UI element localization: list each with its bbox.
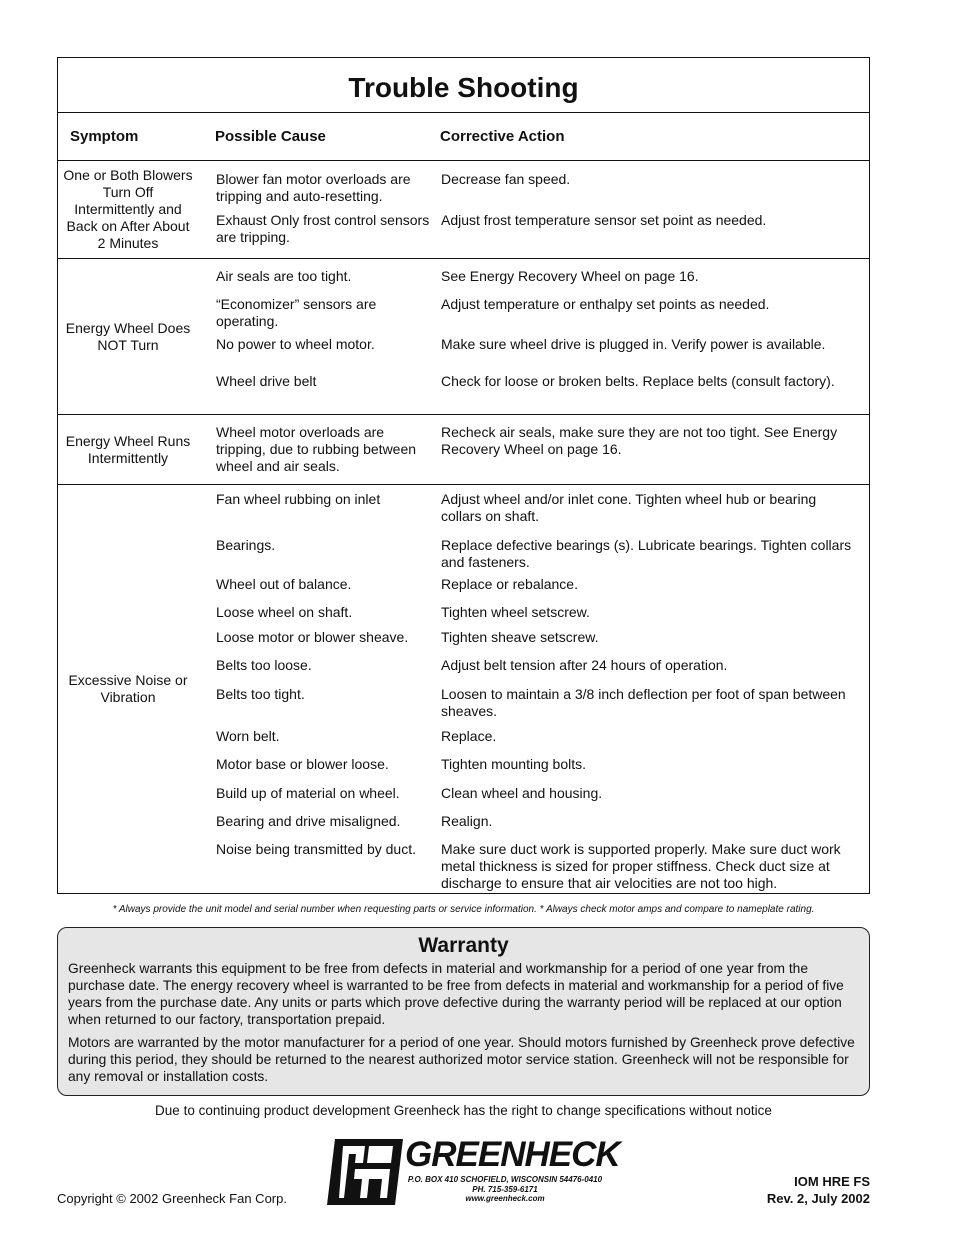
cause-action-list (198, 259, 869, 414)
cause-cell: Wheel drive belt (216, 373, 317, 389)
address-line: P.O. BOX 410 SCHOFIELD, WISCONSIN 54476-0410 (407, 1175, 603, 1184)
table-header-row (58, 113, 869, 161)
table-row (216, 171, 869, 204)
cause-cell: Noise being transmitted by duct. (216, 841, 416, 857)
cause-cell: Belts too tight. (216, 686, 305, 702)
cause-cell: Worn belt. (216, 728, 280, 744)
document-id (767, 1173, 870, 1207)
cause-cell: Belts too loose. (216, 657, 312, 673)
troubleshooting-table (57, 57, 870, 894)
table-row (216, 728, 869, 750)
symptom-group (58, 485, 869, 893)
cause-action-list (198, 485, 869, 893)
cause-cell: Air seals are too tight. (216, 268, 352, 284)
table-row (216, 212, 869, 246)
header-symptom: Symptom (70, 128, 139, 145)
table-row (216, 576, 869, 598)
symptom-cell: Excessive Noise or Vibration (68, 672, 188, 705)
specification-notice: Due to continuing product development Greenheck has the right to change specifications without notice (155, 1103, 772, 1118)
action-cell: See Energy Recovery Wheel on page 16. (441, 268, 699, 284)
website-line: www.greenheck.com (465, 1194, 545, 1203)
action-cell: Make sure wheel drive is plugged in. Verify power is available. (441, 336, 826, 352)
header-cause: Possible Cause (215, 128, 326, 145)
table-row (216, 268, 869, 290)
symptom-cell: One or Both Blowers Turn Off Intermittently and Back on After About 2 Minutes (63, 167, 193, 251)
cause-cell: Exhaust Only frost control sensors are tripping. (216, 212, 430, 245)
warranty-box (57, 927, 870, 1096)
action-cell: Realign. (441, 813, 493, 829)
action-cell: Loosen to maintain a 3/8 inch deflection per foot of span between sheaves. (441, 686, 846, 719)
cause-cell: Blower fan motor overloads are tripping and auto-resetting. (216, 171, 411, 204)
table-row (216, 756, 869, 778)
action-cell: Replace. (441, 728, 497, 744)
cause-cell: Bearings. (216, 537, 276, 553)
table-row (216, 336, 869, 370)
table-row (216, 813, 869, 835)
company-address (385, 1175, 625, 1204)
cause-cell: Motor base or blower loose. (216, 756, 389, 772)
action-cell: Replace or rebalance. (441, 576, 578, 592)
cause-cell: Wheel motor overloads are tripping, due to rubbing between wheel and air seals. (216, 424, 417, 474)
action-cell: Check for loose or broken belts. Replace belts (consult factory). (441, 373, 835, 389)
table-row (216, 604, 869, 626)
cause-cell: Loose motor or blower sheave. (216, 629, 409, 645)
symptom-group (58, 161, 869, 259)
action-cell: Adjust temperature or enthalpy set points as needed. (441, 296, 770, 312)
table-row (216, 373, 869, 407)
action-cell: Tighten sheave setscrew. (441, 629, 599, 645)
footnote: * Always provide the unit model and serial number when requesting parts or service information. * Always check motor amps and compare to nameplate rating. (112, 904, 815, 915)
symptom-cell: Energy Wheel Does NOT Turn (65, 319, 191, 353)
action-cell: Replace defective bearings (s). Lubricate bearings. Tighten collars and fasteners. (441, 537, 852, 570)
action-cell: Adjust frost temperature sensor set point as needed. (441, 212, 767, 228)
cause-action-list (198, 161, 869, 258)
symptom-cell: Energy Wheel Runs Intermittently (65, 432, 191, 466)
action-cell: Adjust wheel and/or inlet cone. Tighten wheel hub or bearing collars on shaft. (441, 491, 817, 524)
table-row (216, 491, 869, 531)
table-row (216, 841, 869, 892)
table-row (216, 629, 869, 651)
cause-cell: Fan wheel rubbing on inlet (216, 491, 381, 507)
action-cell: Tighten mounting bolts. (441, 756, 587, 772)
cause-cell: No power to wheel motor. (216, 336, 375, 352)
table-body (58, 161, 869, 893)
page-footer (57, 1137, 870, 1207)
table-row (216, 424, 869, 475)
header-action: Corrective Action (440, 128, 565, 145)
action-cell: Clean wheel and housing. (441, 785, 603, 801)
troubleshooting-title: Trouble Shooting (58, 58, 869, 113)
action-cell: Decrease fan speed. (441, 171, 571, 187)
cause-cell: Build up of material on wheel. (216, 785, 400, 801)
copyright: Copyright © 2002 Greenheck Fan Corp. (57, 1191, 287, 1206)
action-cell: Make sure duct work is supported properly. Make sure duct work metal thickness is sized for proper stiffness. Check duct size at discharge to ensure that air velocities are not too high. (441, 841, 841, 891)
table-row (216, 785, 869, 807)
warranty-title: Warranty (418, 934, 509, 957)
warranty-paragraph: Greenheck warrants this equipment to be free from defects in material and workmanship for a period of one year from the purchase date. The energy recovery wheel is warranted to be free from defects in material and workmanship for a period of five years from the purchase date. Any units or parts which prove defective during the warranty period will be replaced at our option when returned to our factory, transportation prepaid. (68, 961, 844, 1027)
cause-cell: Loose wheel on shaft. (216, 604, 353, 620)
table-row (216, 296, 869, 330)
phone-line: PH. 715-359-6171 (472, 1184, 538, 1194)
revision: Rev. 2, July 2002 (766, 1191, 870, 1206)
table-row (216, 686, 869, 720)
symptom-group (58, 415, 869, 485)
cause-cell: Wheel out of balance. (216, 576, 352, 592)
doc-code: IOM HRE FS (794, 1174, 870, 1189)
brand-name: GREENHECK (405, 1135, 620, 1174)
cause-action-list (198, 415, 869, 484)
warranty-paragraph: Motors are warranted by the motor manufacturer for a period of one year. Should motors furnished by Greenheck prove defective during this period, they should be returned to the nearest authorized motor service station. Greenheck will not be responsible for any removal or installation costs. (68, 1035, 855, 1084)
cause-cell: “Economizer” sensors are operating. (216, 296, 377, 329)
cause-cell: Bearing and drive misaligned. (216, 813, 401, 829)
symptom-group (58, 259, 869, 415)
table-row (216, 537, 869, 571)
action-cell: Adjust belt tension after 24 hours of operation. (441, 657, 728, 673)
greenheck-logo (325, 1137, 625, 1207)
action-cell: Recheck air seals, make sure they are not too tight. See Energy Recovery Wheel on page 16. (441, 424, 838, 457)
action-cell: Tighten wheel setscrew. (441, 604, 590, 620)
table-row (216, 657, 869, 679)
document-page (57, 57, 870, 1118)
